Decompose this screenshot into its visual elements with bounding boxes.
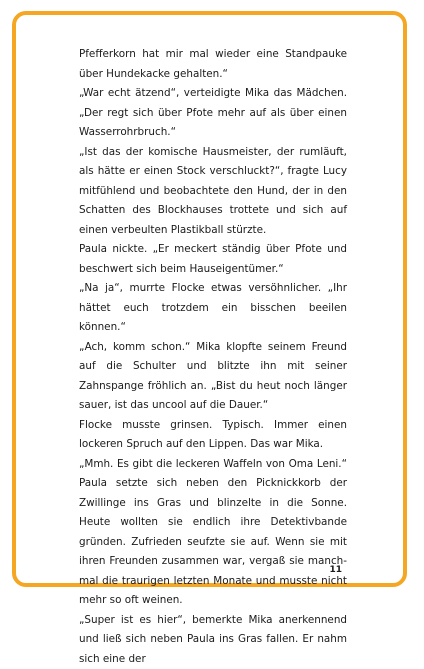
paragraph: „Ist das der komische Hausmeister, der rumläuft, als hätte er einen Stock verschluckt?“, fragte Lucy mitfühlend und beobachtete den Hund, der in den Schatten des Blockhauses trottete und sich auf einen verbeulten Plastikball stürzte. bbox=[79, 143, 347, 241]
page-number: 11 bbox=[329, 565, 342, 575]
paragraph: Paula nickte. „Er meckert ständig über Pfote und beschwert sich beim Hauseigentümer.“ bbox=[79, 240, 347, 279]
paragraph: „War echt ätzend“, verteidigte Mika das Mädchen. „Der regt sich über Pfote mehr auf als über einen Wasserrohrbruch.“ bbox=[79, 84, 347, 143]
paragraph: „Ach, komm schon.“ Mika klopfte seinem Freund auf die Schulter und blitzte ihn mit seiner Zahnspange fröhlich an. „Bist du heut noch länger sauer, ist das uncool auf die Dauer.“ bbox=[79, 338, 347, 416]
paragraph: „Super ist es hier“, bemerkte Mika anerkennend und ließ sich neben Paula ins Gras fallen. Er nahm sich eine der bbox=[79, 611, 347, 669]
book-text-body bbox=[79, 45, 347, 669]
paragraph: „Na ja“, murrte Flocke etwas versöhnlicher. „Ihr hättet euch trotzdem ein bisschen beeilen können.“ bbox=[79, 279, 347, 338]
paragraph: Pfefferkorn hat mir mal wieder eine Standpauke über Hundekacke gehalten.“ bbox=[79, 45, 347, 84]
paragraph: Flocke musste grinsen. Typisch. Immer einen lockeren Spruch auf den Lippen. Das war Mika. bbox=[79, 416, 347, 455]
paragraph: „Mmh. Es gibt die leckeren Waffeln von Oma Leni.“ Paula setzte sich neben den Picknickkorb der Zwillinge ins Gras und blinzelte in die Sonne. Heute wollten sie endlich ihre Detektivbande gründen. Zufrieden seufzte sie auf. Wenn sie mit ihren Freunden zusammen war, vergaß sie manchmal die traurigen letzten Monate und musste nicht mehr so oft weinen. bbox=[79, 455, 347, 611]
